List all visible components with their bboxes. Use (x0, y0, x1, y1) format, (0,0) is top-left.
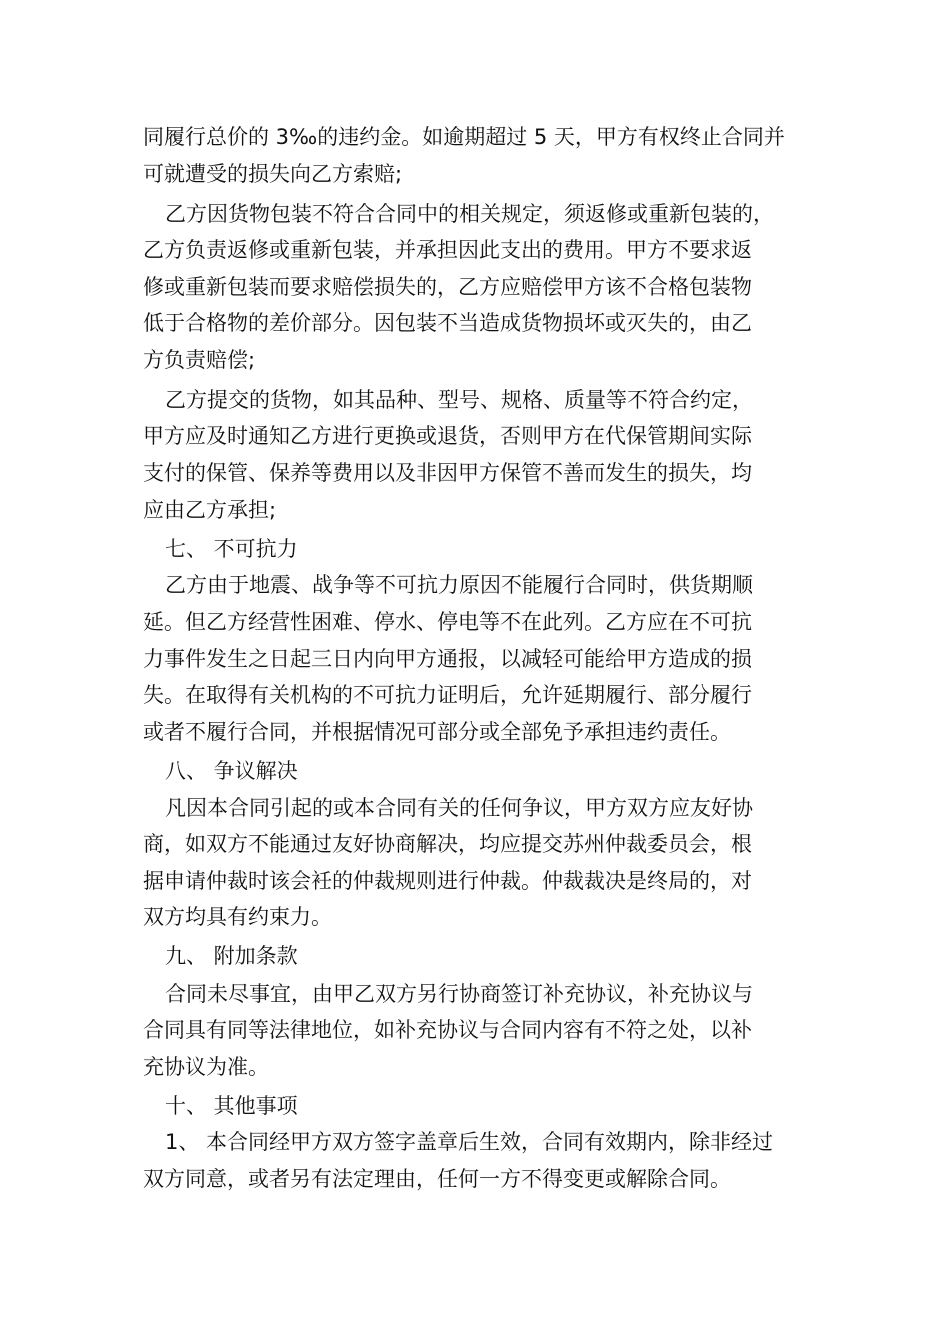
text-line: 同履行总价的 3‰的违约金。如逾期超过 5 天，甲方有权终止合同并 (143, 125, 785, 149)
text-line: 合同具有同等法律地位，如补充协议与合同内容有不符之处，以补 (143, 1018, 752, 1042)
text-line: 可就遭受的损失向乙方索赔; (143, 162, 403, 186)
text-line: 乙方因货物包装不符合合同中的相关规定，须返修或重新包装的， (165, 202, 774, 226)
text-line: 修或重新包装而要求赔偿损失的，乙方应赔偿甲方该不合格包装物 (143, 275, 752, 299)
text-line: 或者不履行合同，并根据情况可部分或全部免予承担违约责任。 (143, 720, 731, 744)
text-line: 乙方由于地震、战争等不可抗力原因不能履行合同时，供货期顺 (165, 573, 753, 597)
text-line: 应由乙方承担; (143, 498, 277, 522)
text-line: 凡因本合同引起的或本合同有关的任何争议，甲方双方应友好协 (165, 796, 753, 820)
section-heading: 十、 其他事项 (165, 1094, 298, 1118)
text-line: 乙方提交的货物，如其品种、型号、规格、质量等不符合约定， (165, 388, 753, 412)
text-line: 合同未尽事宜，由甲乙双方另行协商签订补充协议，补充协议与 (165, 982, 753, 1006)
text-line: 充协议为准。 (143, 1055, 269, 1079)
text-line: 力事件发生之日起三日内向甲方通报，以减轻可能给甲方造成的损 (143, 647, 752, 671)
text-line: 甲方应及时通知乙方进行更换或退货，否则甲方在代保管期间实际 (143, 424, 752, 448)
text-line: 延。但乙方经营性困难、停水、停电等不在此列。乙方应在不可抗 (143, 610, 752, 634)
text-line: 方负责赔偿; (143, 348, 256, 372)
text-line: 乙方负责返修或重新包装，并承担因此支出的费用。甲方不要求返 (143, 238, 752, 262)
text-line: 失。在取得有关机构的不可抗力证明后，允许延期履行、部分履行 (143, 683, 752, 707)
text-line: 双方同意，或者另有法定理由，任何一方不得变更或解除合同。 (143, 1167, 731, 1191)
text-line: 据申请仲裁时该会衽的仲裁规则进行仲裁。仲裁裁决是终局的，对 (143, 869, 752, 893)
text-line: 双方均具有约束力。 (143, 905, 332, 929)
text-line: 1、 本合同经甲方双方签字盖章后生效，合同有效期内，除非经过 (165, 1130, 774, 1154)
section-heading: 八、 争议解决 (165, 759, 298, 783)
text-line: 商，如双方不能通过友好协商解决，均应提交苏州仲裁委员会，根 (143, 832, 752, 856)
section-heading: 七、 不可抗力 (165, 537, 298, 561)
section-heading: 九、 附加条款 (165, 944, 298, 968)
text-line: 低于合格物的差价部分。因包装不当造成货物损坏或灭失的，由乙 (143, 311, 752, 335)
text-line: 支付的保管、保养等费用以及非因甲方保管不善而发生的损失，均 (143, 461, 752, 485)
